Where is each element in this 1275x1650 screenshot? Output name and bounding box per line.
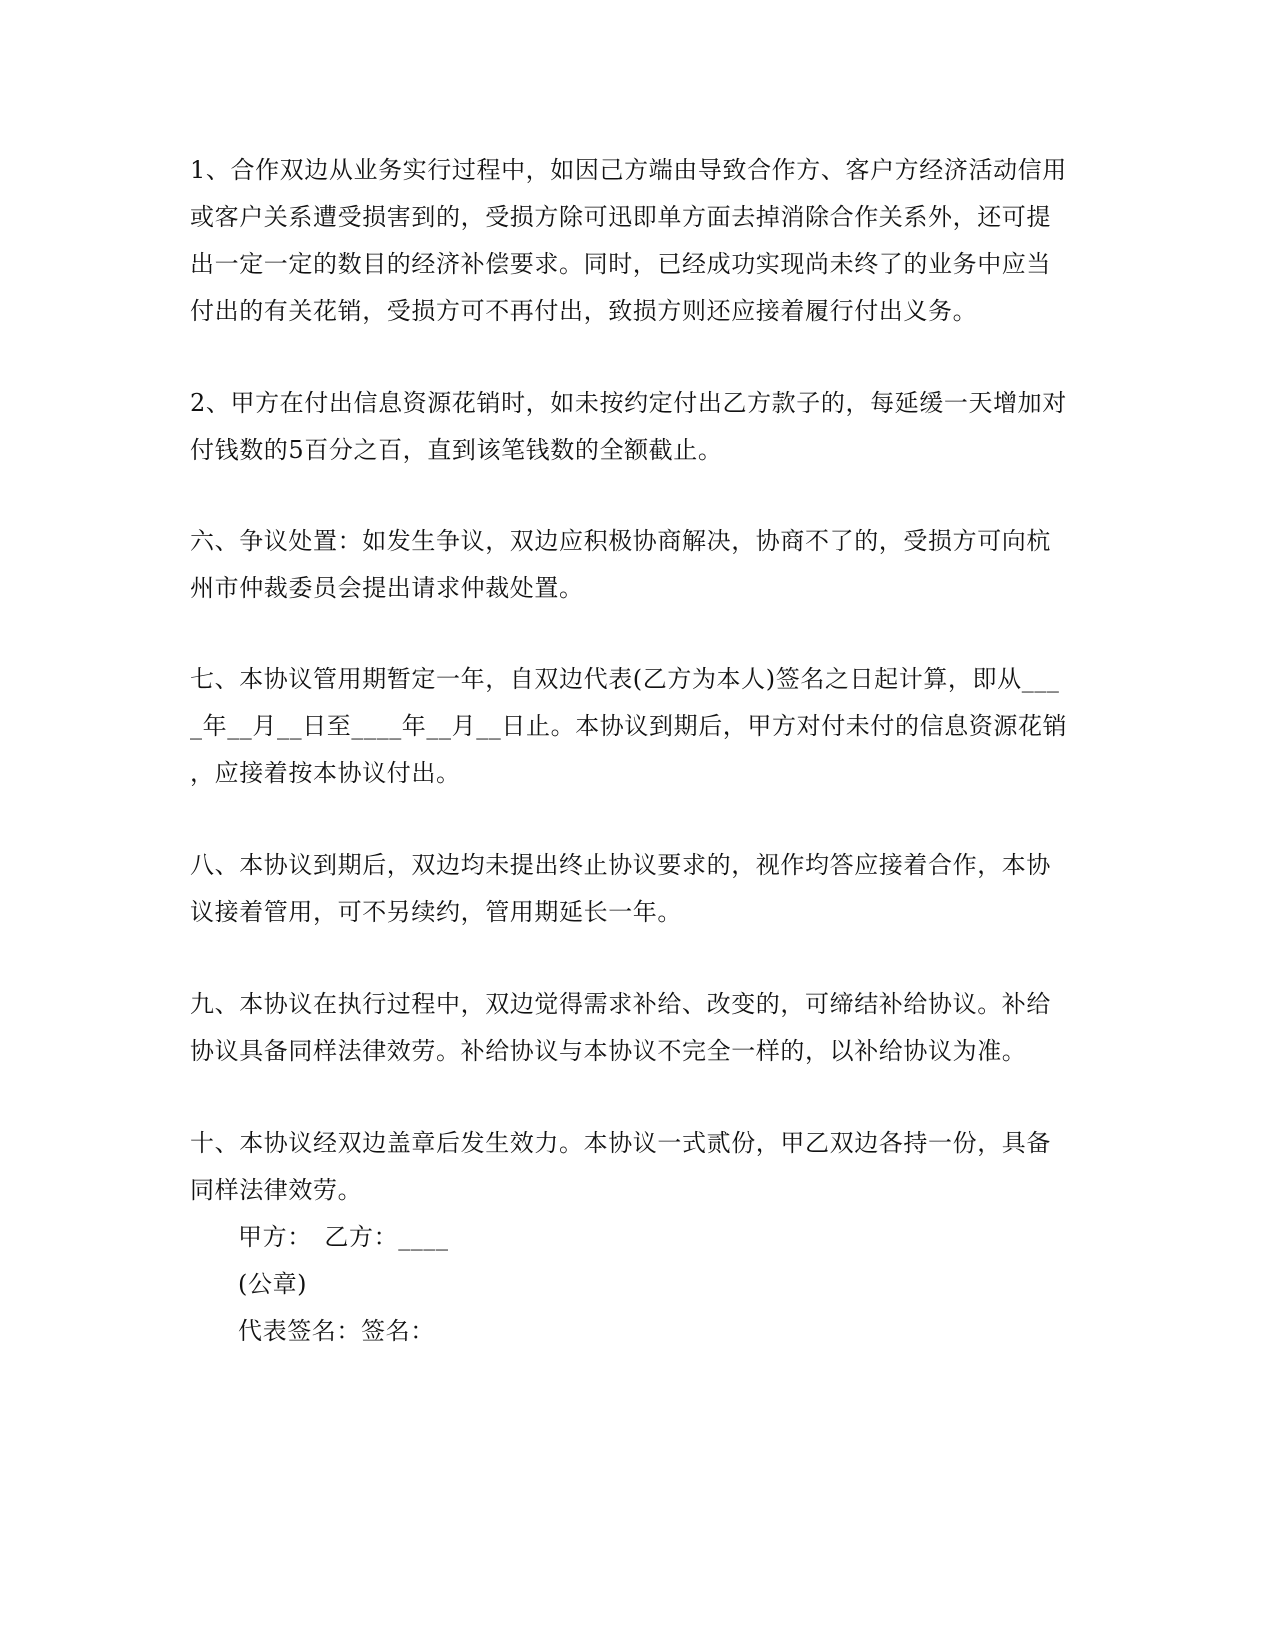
signature-parties: 甲方： 乙方：____ — [238, 1223, 449, 1251]
paragraph-8-line-2: 议接着管用，可不另续约，管用期延长一年。 — [190, 898, 682, 926]
signature-sign: 代表签名：签名： — [238, 1317, 435, 1345]
paragraph-6-line-1: 六、争议处置：如发生争议，双边应积极协商解决，协商不了的，受损方可向杭 — [190, 527, 1051, 555]
paragraph-2-line-1: 2、甲方在付出信息资源花销时，如未按约定付出乙方款子的，每延缓一天增加对 — [190, 389, 1067, 417]
paragraph-1-line-3: 出一定一定的数目的经济补偿要求。同时，已经成功实现尚未终了的业务中应当 — [190, 250, 1051, 278]
paragraph-10-line-1: 十、本协议经双边盖章后发生效力。本协议一式贰份，甲乙双边各持一份，具备 — [190, 1129, 1051, 1157]
paragraph-1-line-4: 付出的有关花销，受损方可不再付出，致损方则还应接着履行付出义务。 — [190, 297, 978, 325]
paragraph-10-line-2: 同样法律效劳。 — [190, 1176, 363, 1204]
paragraph-7-line-3: ，应接着按本协议付出。 — [190, 759, 461, 787]
paragraph-7-line-1: 七、本协议管用期暂定一年，自双边代表(乙方为本人)签名之日起计算，即从___ — [190, 665, 1060, 693]
paragraph-9-line-1: 九、本协议在执行过程中，双边觉得需求补给、改变的，可缔结补给协议。补给 — [190, 990, 1051, 1018]
paragraph-2-line-2: 付钱数的5百分之百，直到该笔钱数的全额截止。 — [190, 436, 723, 464]
paragraph-6-line-2: 州市仲裁委员会提出请求仲裁处置。 — [190, 574, 584, 602]
paragraph-1-line-1: 1、合作双边从业务实行过程中，如因己方端由导致合作方、客户方经济活动信用 — [190, 156, 1067, 184]
paragraph-9-line-2: 协议具备同样法律效劳。补给协议与本协议不完全一样的，以补给协议为准。 — [190, 1037, 1027, 1065]
signature-seal: (公章) — [238, 1270, 308, 1298]
paragraph-1-line-2: 或客户关系遭受损害到的，受损方除可迅即单方面去掉消除合作关系外，还可提 — [190, 203, 1051, 231]
paragraph-7-line-2: _年__月__日至____年__月__日止。本协议到期后，甲方对付未付的信息资源花销 — [190, 712, 1068, 740]
paragraph-8-line-1: 八、本协议到期后，双边均未提出终止协议要求的，视作均答应接着合作，本协 — [190, 851, 1051, 879]
